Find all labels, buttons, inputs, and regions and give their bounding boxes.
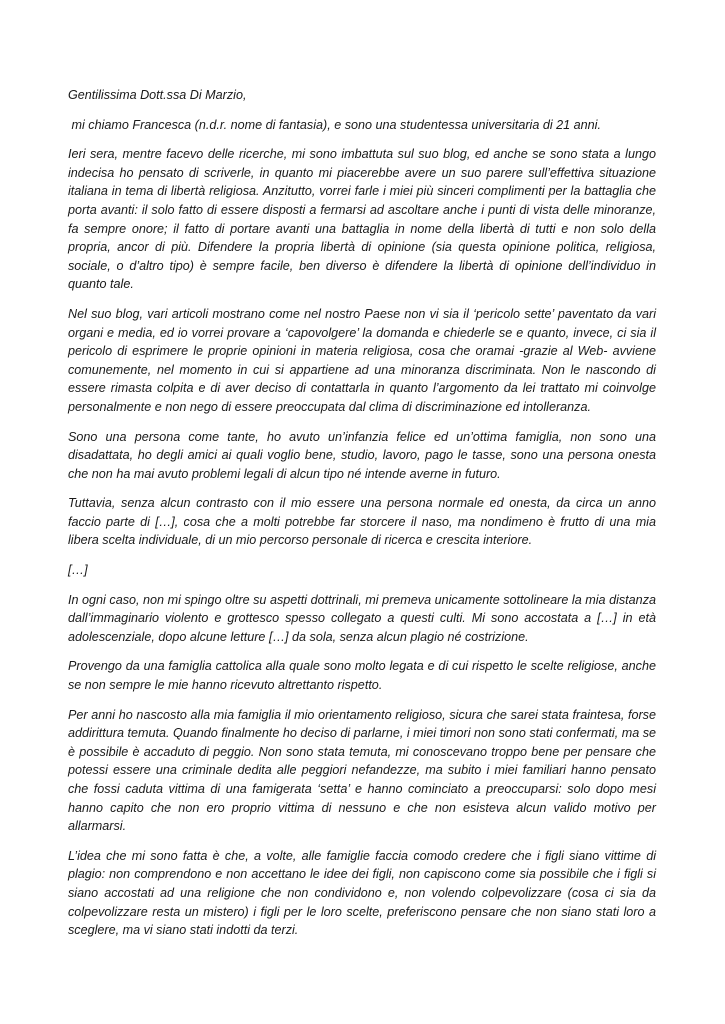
paragraph-doctrine: In ogni caso, non mi spingo oltre su aspetti dottrinali, mi premeva unicamente sottolineare la mia distanza dall’immaginario violento e grottesco spesso collegato a questi culti. Mi sono accostata a […] in età adolescenziale, dopo alcune letture […] da sola, senza alcun plagio né costrizione. bbox=[68, 592, 656, 644]
paragraph-blog-discovery: Ieri sera, mentre facevo delle ricerche, mi sono imbattuta sul suo blog, ed anche se sono stata a lungo indecisa ho pensato di scriverle, in quanto mi piacerebbe avere un suo parere sull’effettiva situazione italiana in tema di libertà religiosa. Anzitutto, vorrei farle i miei più sinceri complimenti per la battaglia che porta avanti: il solo fatto di essere disposti a fermarsi ad ascoltare anche i punti di vista delle minoranze, fa sempre onore; il fatto di portare avanti una battaglia in nome della libertà di tutti e non solo della propria, ancor di più. Difendere la propria libertà di opinione (sia questa opinione politica, religiosa, sociale, o d’altro tipo) è sempre facile, ben diverso è difendere la libertà di opinione dell’individuo in quanto tale. bbox=[68, 147, 656, 292]
paragraph-hiding: Per anni ho nascosto alla mia famiglia il mio orientamento religioso, sicura che sarei stata fraintesa, forse addirittura temuta. Quando finalmente ho deciso di parlarne, i miei timori non sono stati confermati, ma se è possibile è accaduto di peggio. Non sono stata temuta, mi conoscevano troppo bene per pensare che potessi essere una criminale dedita alle peggiori nefandezze, ma subito i miei familiari hanno pensato che fossi caduta vittima di una famigerata ‘setta’ e hanno cominciato a preoccuparsi: solo dopo mesi hanno capito che non ero proprio vittima di nessuno e che non esisteva alcun valido motivo per allarmarsi. bbox=[68, 707, 657, 834]
paragraph-omission: […] bbox=[68, 563, 88, 578]
salutation: Gentilissima Dott.ssa Di Marzio, bbox=[68, 88, 247, 102]
letter-body bbox=[68, 86, 656, 951]
paragraph-sect-danger: Nel suo blog, vari articoli mostrano come nel nostro Paese non vi sia il ‘pericolo sette’ paventato da vari organi e media, ed io vorrei provare a ‘capovolgere’ la domanda e chiederle se e quanto, invece, ci sia il pericolo di esprimere le proprie opinioni in materia religiosa, cosa che oramai -grazie al Web- avviene comunemente, nel momento in cui si appartiene ad una minoranza discriminata. Non le nascondo di essere rimasta colpita e di aver deciso di contattarla in quanto l’argomento da lei trattato mi coinvolge personalmente e non nego di essere preoccupata dal clima di discriminazione ed intolleranza. bbox=[68, 306, 656, 414]
paragraph-family-background: Provengo da una famiglia cattolica alla quale sono molto legata e di cui rispetto le scelte religiose, anche se non sempre le mie hanno ricevuto altrettanto rispetto. bbox=[68, 659, 656, 693]
paragraph-plagiarism-idea: L’idea che mi sono fatta è che, a volte, alle famiglie faccia comodo credere che i figli siano vittime di plagio: non comprendono e non accettano le idee dei figli, non capiscono come sia possibile che i figli si siano accostati ad una religione che non condividono e, non volendo colpevolizzare (cosa ci sia da colpevolizzare resta un mistero) i figli per le loro scelte, preferiscono pensare che non siano stati loro a sceglere, ma vi siano stati indotti da terzi. bbox=[68, 848, 656, 938]
paragraph-membership: Tuttavia, senza alcun contrasto con il mio essere una persona normale ed onesta, da circa un anno faccio parte di […], cosa che a molti potrebbe far storcere il naso, ma nondimeno è frutto di una mia libera scelta individuale, di un mio percorso personale di ricerca e crescita interiore. bbox=[68, 496, 656, 548]
paragraph-intro: mi chiamo Francesca (n.d.r. nome di fantasia), e sono una studentessa universitaria di 21 anni. bbox=[68, 117, 601, 132]
paragraph-self-description: Sono una persona come tante, ho avuto un’infanzia felice ed un’ottima famiglia, non sono una disadattata, ho degli amici ai quali voglio bene, studio, lavoro, pago le tasse, sono una persona onesta che non ha mai avuto problemi legali di alcun tipo né intende averne in futuro. bbox=[68, 429, 656, 481]
